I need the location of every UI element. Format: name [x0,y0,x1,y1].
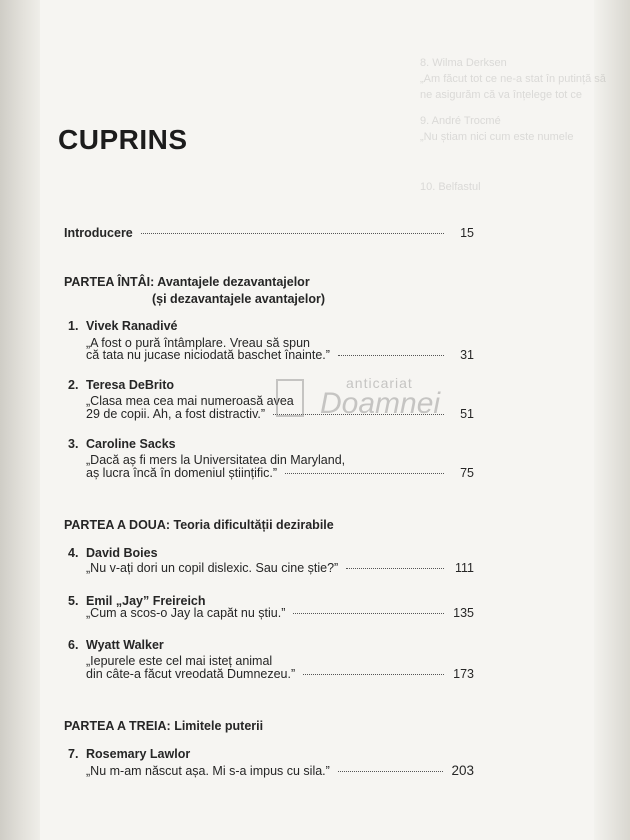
chapter-title: 6. Wyatt Walker [68,638,164,652]
part-heading: PARTEA A DOUA: Teoria dificultății dezirabile [64,518,334,532]
bleed-through-text: 8. Wilma Derksen „Am făcut tot ce ne-a stat în putință să ne asigurăm că va înțelege tot ce 9. André Trocmé „Nu știam nici cum este numele 10. Belfastul [420,57,606,193]
toc-entry-introducere: Introducere 15 [64,226,474,240]
page-title: CUPRINS [58,124,188,155]
dot-leader [293,613,444,614]
chapter-quote-last: „Cum a scos-o Jay la capăt nu știu.” 135 [86,606,474,620]
chapter-title: 3. Caroline Sacks [68,437,176,451]
chapter-quote-last: aș lucra încă în domeniul științific.” 75 [86,466,474,480]
chapter-title: 1. Vivek Ranadivé [68,319,178,333]
dot-leader [346,568,444,569]
dot-leader [338,771,444,772]
chapter-title: 4. David Boies [68,546,158,560]
chapter-quote-last: „Nu v-ați dori un copil dislexic. Sau cine știe?” 111 [86,561,474,575]
dot-leader [285,473,444,474]
dot-leader [141,233,444,234]
page-edge [594,0,630,840]
watermark-box-icon [276,379,304,417]
chapter-quote: „Dacă aș fi mers la Universitatea din Maryland, [86,453,346,467]
chapter-title: 2. Teresa DeBrito [68,378,174,392]
chapter-quote: „Clasa mea cea mai numeroasă avea [86,394,294,408]
chapter-quote: „Iepurele este cel mai isteț animal [86,654,273,668]
watermark-logo: anticariat Doamnei [276,375,456,435]
part-heading: PARTEA A TREIA: Limitele puterii [64,719,264,733]
chapter-title: 5. Emil „Jay” Freireich [68,594,206,608]
part-heading: PARTEA ÎNTÂI: Avantajele dezavantajelor [64,275,310,289]
chapter-title: 7. Rosemary Lawlor [68,747,191,761]
page [40,0,606,840]
book-spine-shadow [0,0,40,840]
chapter-quote-last: din câte-a făcut vreodată Dumnezeu.” 173 [86,667,474,681]
dot-leader [303,674,444,675]
chapter-quote-last: „Nu m-am născut așa. Mi s-a impus cu sila.” 203 [86,763,474,778]
chapter-quote: „A fost o pură întâmplare. Vreau să spun [86,336,310,350]
part-subtitle: (și dezavantajele avantajelor) [152,292,325,306]
chapter-quote-last: 29 de copii. Ah, a fost distractiv.” 51 [86,407,474,421]
dot-leader [338,355,444,356]
chapter-quote-last: că tata nu jucase niciodată baschet înainte.” 31 [86,348,474,362]
